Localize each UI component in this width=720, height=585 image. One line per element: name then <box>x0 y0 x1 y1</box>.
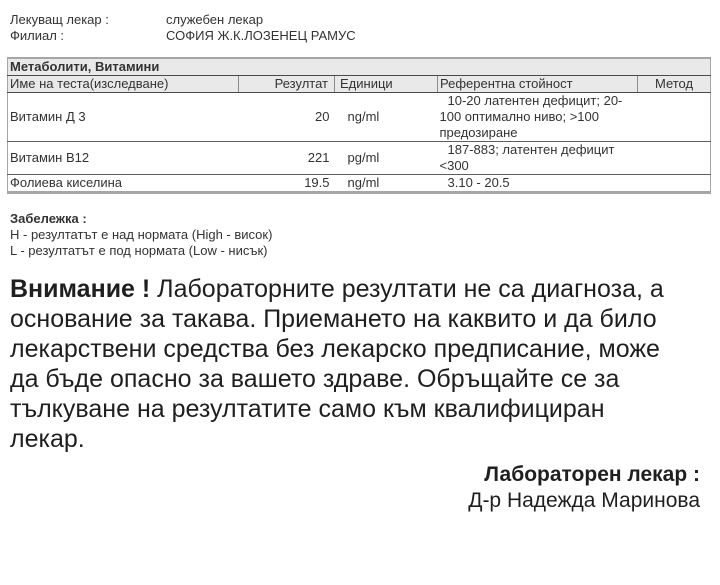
results-table <box>7 57 711 194</box>
test-reference: 10-20 латентен дефицит; 20-100 оптимално ниво; >100 предозиране <box>438 93 638 142</box>
signature-block <box>0 462 720 514</box>
col-header-units: Единици <box>335 76 438 93</box>
table-section-row <box>8 58 711 76</box>
col-header-test-name: Име на теста(изследване) <box>8 76 239 93</box>
attending-doctor-label: Лекуващ лекар : <box>10 12 109 27</box>
test-method <box>638 93 711 142</box>
test-name: Витамин Д 3 <box>8 93 239 142</box>
notes-section <box>10 211 720 259</box>
test-reference: 3.10 - 20.5 <box>438 175 638 193</box>
notes-title: Забележка : <box>10 211 87 226</box>
meta-row-doctor <box>10 12 720 28</box>
branch-label: Филиал : <box>10 28 65 43</box>
test-name: Витамин B12 <box>8 142 239 175</box>
test-units: ng/ml <box>335 175 438 193</box>
test-units: ng/ml <box>335 93 438 142</box>
test-result: 19.5 <box>239 175 335 193</box>
lab-doctor-name: Д-р Надежда Маринова <box>468 489 700 512</box>
note-low: L - резултатът е под нормата (Low - нисък) <box>10 243 268 258</box>
col-header-method: Метод <box>638 76 711 93</box>
test-name: Фолиева киселина <box>8 175 239 193</box>
table-section-title: Метаболити, Витамини <box>8 58 711 76</box>
warning-lead: Внимание ! <box>10 275 151 303</box>
test-units: pg/ml <box>335 142 438 175</box>
col-header-result: Резултат <box>239 76 335 93</box>
test-method <box>638 175 711 193</box>
table-row-vitamin-b12 <box>8 142 711 175</box>
lab-doctor-label: Лабораторен лекар : <box>484 463 700 486</box>
test-result: 221 <box>239 142 335 175</box>
warning-paragraph <box>10 274 675 454</box>
col-header-reference: Референтна стойност <box>438 76 638 93</box>
test-reference: 187-883; латентен дефицит <300 <box>438 142 638 175</box>
attending-doctor-value: служебен лекар <box>166 12 264 27</box>
test-method <box>638 142 711 175</box>
warning-text: Лабораторните резултати не са диагноза, а основание за такава. Приемането на каквито и да било лекарствени средства без лекарско предписание, може да бъде опасно за вашето здраве. Обръщайте се за тълкуване на резултатите само към квалифициран лекар. <box>10 275 664 453</box>
note-high: H - резултатът е над нормата (High - висок) <box>10 227 273 242</box>
branch-value: СОФИЯ Ж.К.ЛОЗЕНЕЦ РАМУС <box>166 28 356 43</box>
table-header-row <box>8 76 711 93</box>
report-meta <box>0 0 720 44</box>
table-row-vitamin-d3 <box>8 93 711 142</box>
test-result: 20 <box>239 93 335 142</box>
table-row-folic-acid <box>8 175 711 193</box>
meta-row-branch <box>10 28 720 44</box>
